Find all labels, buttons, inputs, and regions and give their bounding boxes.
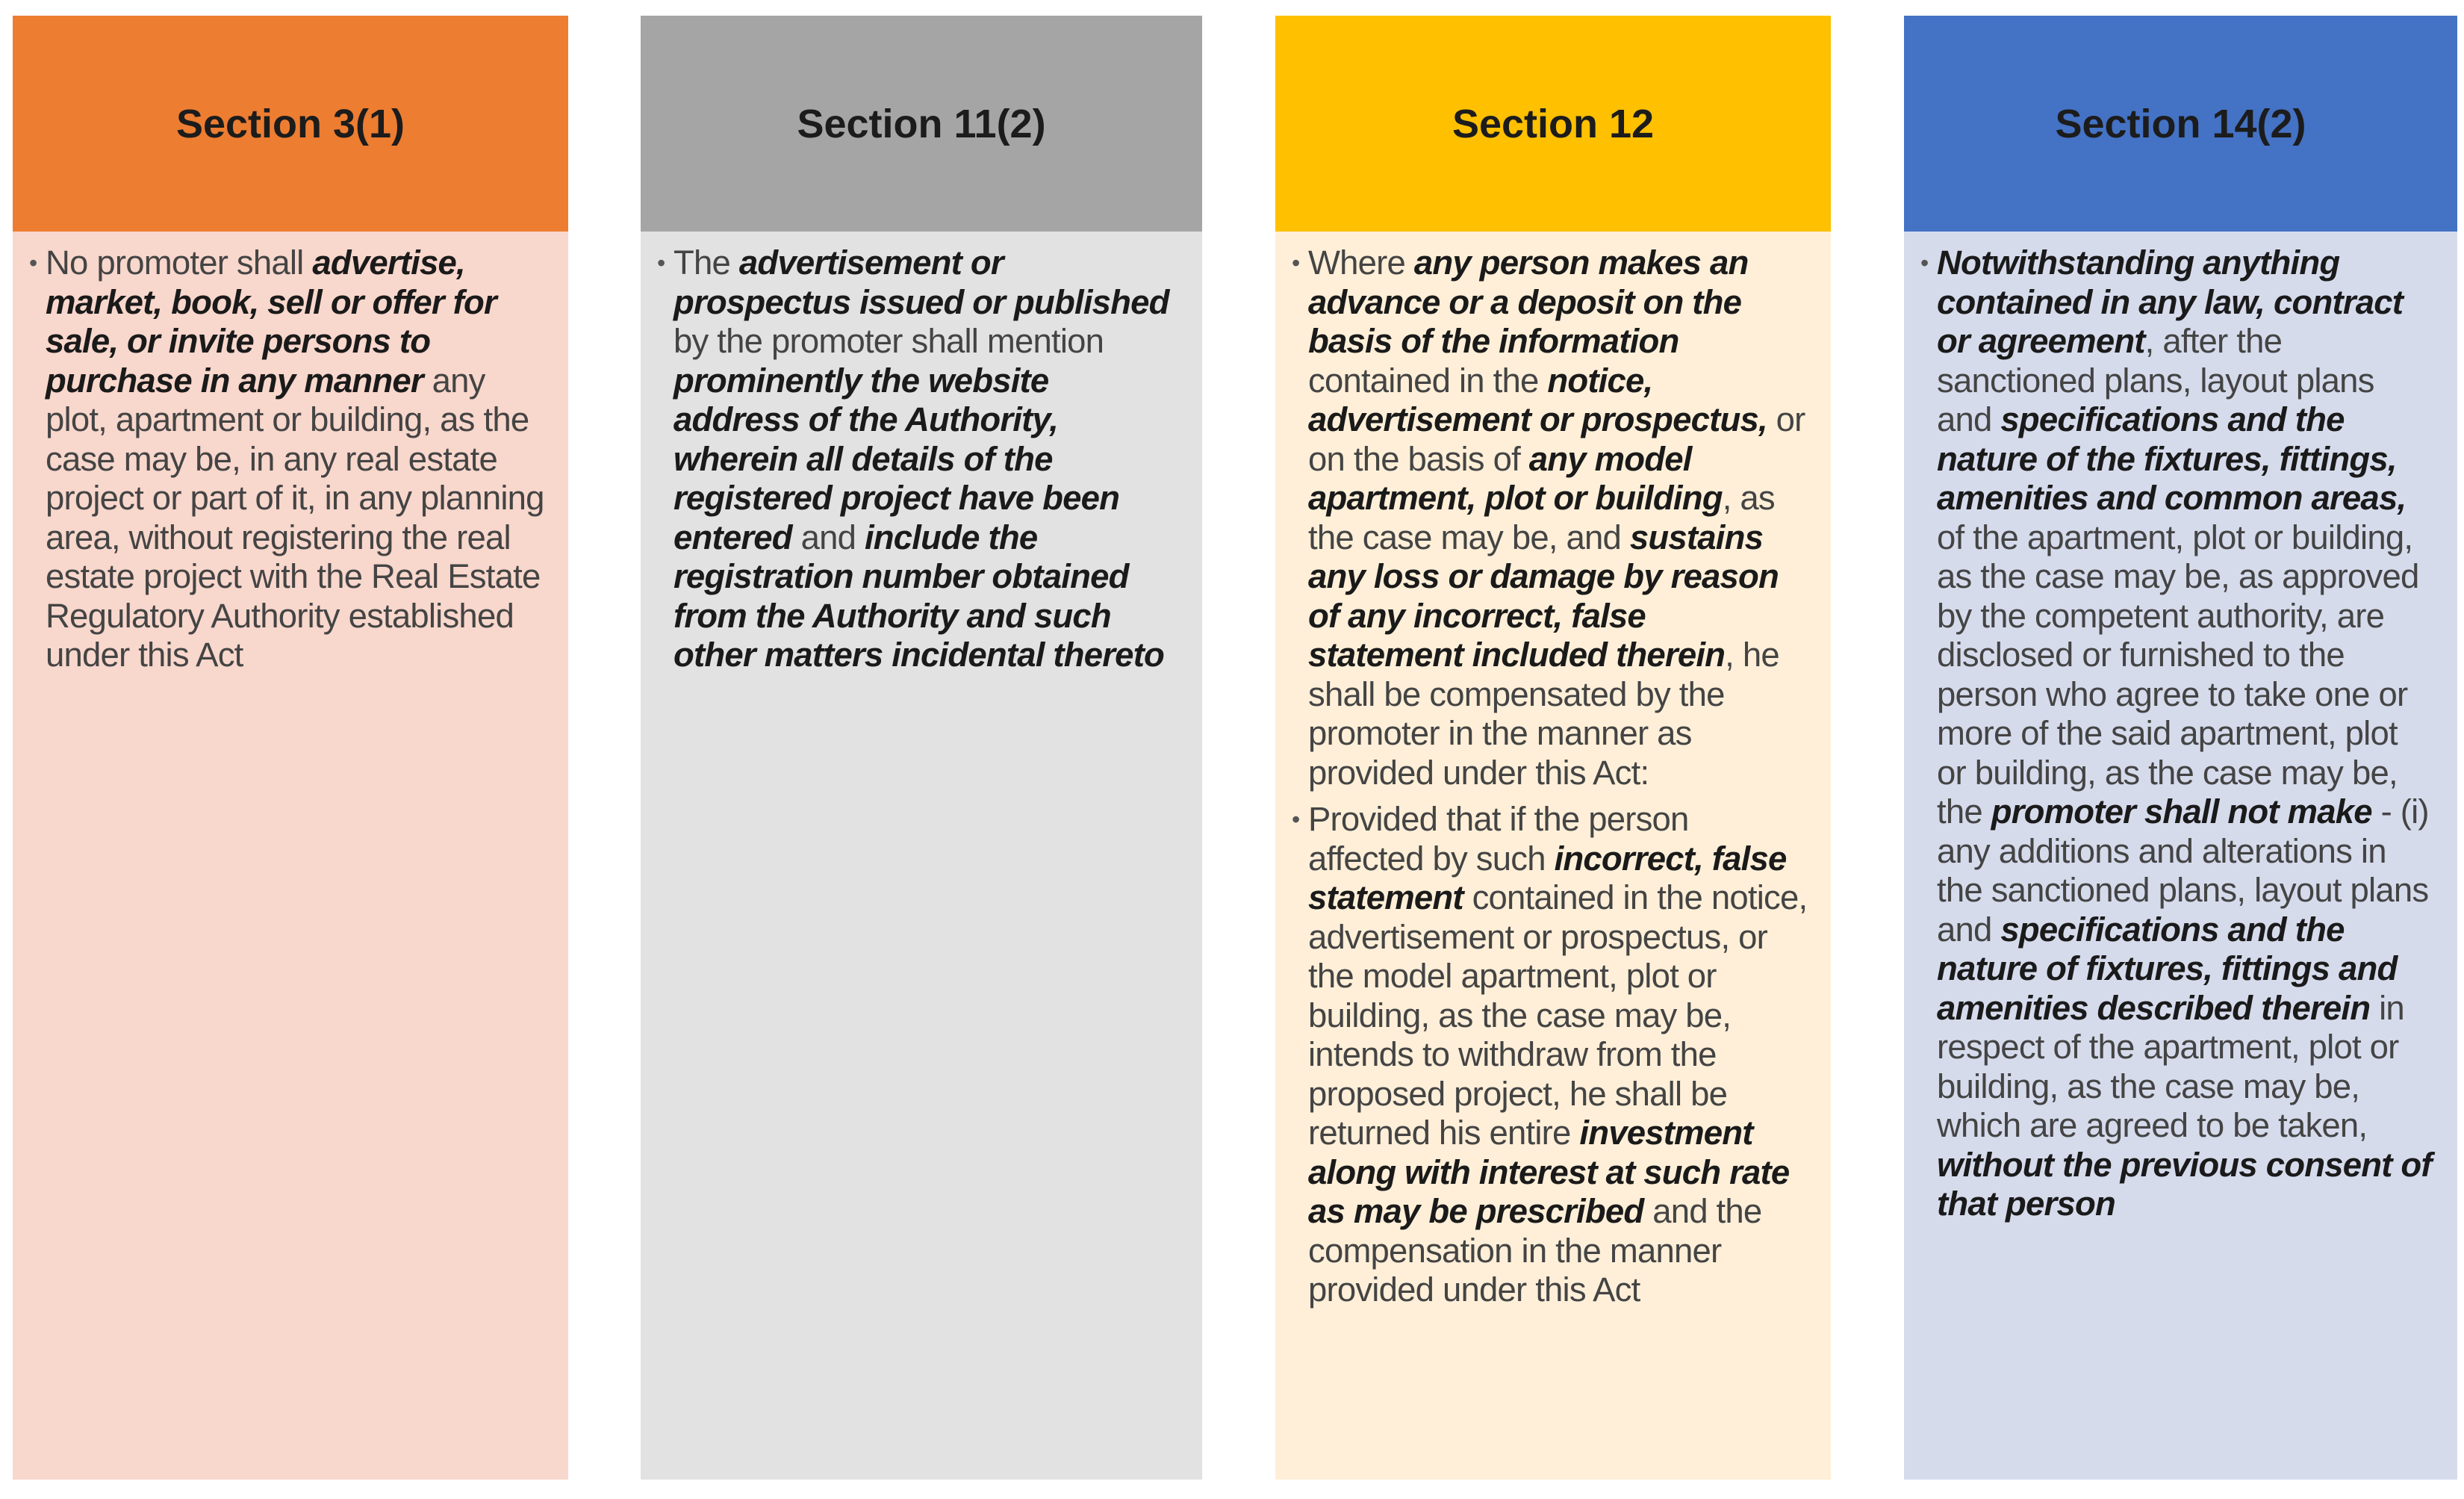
body-text: and the compensation in the manner provided under this Act bbox=[1308, 1192, 1762, 1309]
body-text: Provided that if the person affected by such bbox=[1308, 800, 1689, 878]
emphasis-text: promoter shall not make bbox=[1991, 792, 2372, 831]
section-header bbox=[1904, 16, 2457, 232]
body-text: No promoter shall bbox=[46, 243, 313, 282]
section-header bbox=[641, 16, 1202, 232]
section-11-2-column bbox=[641, 16, 1202, 1480]
emphasis-text: incorrect, false statement bbox=[1308, 839, 1787, 916]
section-header bbox=[13, 16, 568, 232]
section-14-2-column bbox=[1904, 16, 2457, 1480]
emphasis-text: specifications and the nature of fixtures, fittings and amenities described therein bbox=[1937, 910, 2398, 1027]
bullet-icon: • bbox=[1292, 249, 1300, 276]
bullet-paragraph bbox=[29, 243, 546, 675]
body-text: Where bbox=[1308, 243, 1414, 282]
emphasis-text: without the previous consent of that person bbox=[1937, 1145, 2432, 1223]
section-body bbox=[641, 232, 1202, 1480]
section-body bbox=[1275, 232, 1831, 1480]
body-text: contained in the bbox=[1308, 361, 1548, 400]
emphasis-text: include the registration number obtained from the Authority and such other matters incidental thereto bbox=[673, 518, 1165, 674]
body-text: contained in the notice, advertisement or prospectus, or the model apartment, plot or building, as the case may be, intends to withdraw from the proposed project, he shall be returned his entire bbox=[1308, 878, 1808, 1152]
bullet-icon: • bbox=[657, 249, 665, 276]
emphasis-text: any model apartment, plot or building bbox=[1308, 439, 1723, 517]
body-text: by the promoter shall mention bbox=[673, 322, 1104, 360]
body-text: , as the case may be, and bbox=[1308, 479, 1775, 556]
body-text: or on the basis of bbox=[1308, 400, 1805, 478]
bullet-paragraph bbox=[1292, 800, 1808, 1310]
body-text: , he shall be compensated by the promoter in the manner as provided under this Act: bbox=[1308, 636, 1779, 792]
section-body bbox=[1904, 232, 2457, 1480]
emphasis-text: advertise, market, book, sell or offer for sale, or invite persons to purchase in any manner bbox=[46, 243, 497, 400]
body-text: The bbox=[673, 243, 739, 282]
emphasis-text: investment along with interest at such rate as may be prescribed bbox=[1308, 1114, 1790, 1230]
section-title: Section 11(2) bbox=[797, 101, 1046, 146]
bullet-icon: • bbox=[29, 249, 37, 276]
section-3-1-column bbox=[13, 16, 568, 1480]
emphasis-text: prominently the website address of the Authority, wherein all details of the registered project have been entered bbox=[673, 361, 1120, 556]
bullet-paragraph bbox=[657, 243, 1180, 675]
emphasis-text: any person makes an advance or a deposit on the basis of the information bbox=[1308, 243, 1749, 360]
body-text: , after the sanctioned plans, layout plans and bbox=[1937, 322, 2374, 438]
emphasis-text: sustains any loss or damage by reason of any incorrect, false statement included therein bbox=[1308, 518, 1779, 674]
section-title: Section 12 bbox=[1452, 101, 1655, 146]
section-title: Section 14(2) bbox=[2055, 101, 2306, 146]
section-header bbox=[1275, 16, 1831, 232]
body-text: of the apartment, plot or building, as the case may be, as approved by the competent authority, are disclosed or furnished to the person who agree to take one or more of the said apartment, plot or building, as the case may be, the bbox=[1937, 518, 2419, 831]
bullet-icon: • bbox=[1920, 249, 1929, 276]
emphasis-text: advertisement or prospectus issued or published bbox=[673, 243, 1169, 321]
bullet-paragraph bbox=[1920, 243, 2435, 1224]
bullet-icon: • bbox=[1292, 806, 1300, 833]
section-title: Section 3(1) bbox=[175, 101, 405, 146]
section-12-column bbox=[1275, 16, 1831, 1480]
body-text: in respect of the apartment, plot or building, as the case may be, which are agreed to be taken, bbox=[1937, 988, 2404, 1144]
body-text: any plot, apartment or building, as the case may be, in any real estate project or part of it, in any planning area, without registering the real estate project with the Real Estate Regulatory Authority established under this Act bbox=[46, 361, 544, 674]
emphasis-text: notice, advertisement or prospectus, bbox=[1308, 361, 1767, 438]
body-text: and bbox=[791, 518, 865, 556]
emphasis-text: Notwithstanding anything contained in any law, contract or agreement bbox=[1937, 243, 2404, 360]
emphasis-text: specifications and the nature of the fixtures, fittings, amenities and common areas, bbox=[1937, 400, 2407, 517]
section-body bbox=[13, 232, 568, 1480]
bullet-paragraph bbox=[1292, 243, 1808, 792]
body-text: - (i) any additions and alterations in the sanctioned plans, layout plans and bbox=[1937, 792, 2429, 949]
